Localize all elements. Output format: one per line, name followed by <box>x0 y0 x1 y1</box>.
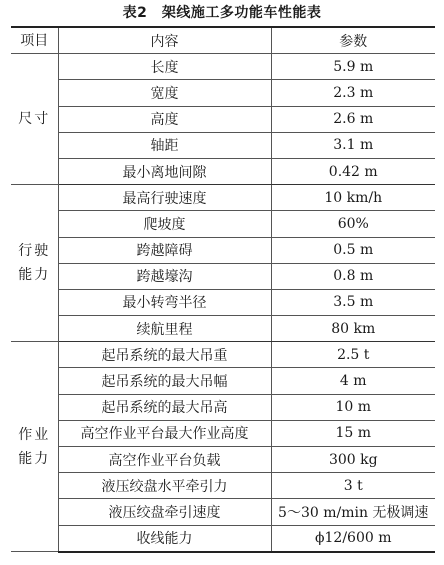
value-cell: 0.42 m <box>271 158 435 184</box>
value-cell: 5.9 m <box>271 54 435 80</box>
item-cell: 高空作业平台最大作业高度 <box>58 420 271 446</box>
table-row <box>11 289 435 315</box>
item-cell: 高空作业平台负载 <box>58 447 271 473</box>
value-cell: 5～30 m/min 无极调速 <box>271 499 435 525</box>
value-cell: 60% <box>271 211 435 237</box>
table-row <box>11 132 435 158</box>
table-row <box>11 342 435 368</box>
item-cell: 高度 <box>58 106 271 132</box>
item-cell: 起吊系统的最大吊重 <box>58 342 271 368</box>
category-label: 作业能力 <box>18 426 51 467</box>
table-row <box>11 368 435 394</box>
table-header-row <box>11 27 435 54</box>
value-cell: 0.8 m <box>271 263 435 289</box>
table-row <box>11 106 435 132</box>
table-row <box>11 473 435 499</box>
table-row <box>11 185 435 211</box>
category-cell-operation <box>11 342 58 552</box>
item-cell: 起吊系统的最大吊高 <box>58 394 271 420</box>
item-cell: 液压绞盘水平牵引力 <box>58 473 271 499</box>
table-row <box>11 420 435 446</box>
table-row <box>11 316 435 342</box>
item-cell: 起吊系统的最大吊幅 <box>58 368 271 394</box>
table-row <box>11 447 435 473</box>
table-row <box>11 525 435 552</box>
value-cell: 2.5 t <box>271 342 435 368</box>
value-cell: 80 km <box>271 316 435 342</box>
value-cell: 10 m <box>271 394 435 420</box>
category-label: 行驶能力 <box>18 243 51 284</box>
value-cell: 15 m <box>271 420 435 446</box>
item-cell: 宽度 <box>58 80 271 106</box>
value-cell: 4 m <box>271 368 435 394</box>
table-row <box>11 237 435 263</box>
category-cell-driving <box>11 185 58 342</box>
table-row <box>11 263 435 289</box>
value-cell: 10 km/h <box>271 185 435 211</box>
value-cell: 2.3 m <box>271 80 435 106</box>
item-cell: 轴距 <box>58 132 271 158</box>
header-item: 内容 <box>58 27 271 54</box>
value-cell: ϕ12/600 m <box>271 525 435 552</box>
item-cell: 最小转弯半径 <box>58 289 271 315</box>
item-cell: 收线能力 <box>58 525 271 552</box>
category-cell-size <box>11 54 58 185</box>
item-cell: 续航里程 <box>58 316 271 342</box>
value-cell: 3.1 m <box>271 132 435 158</box>
value-cell: 3.5 m <box>271 289 435 315</box>
header-value: 参数 <box>271 27 435 54</box>
table-row <box>11 499 435 525</box>
table-row <box>11 80 435 106</box>
performance-table <box>11 26 435 553</box>
table-row <box>11 54 435 80</box>
value-cell: 300 kg <box>271 447 435 473</box>
table-title: 表2 架线施工多功能车性能表 <box>122 5 322 21</box>
item-cell: 长度 <box>58 54 271 80</box>
value-cell: 2.6 m <box>271 106 435 132</box>
item-cell: 最高行驶速度 <box>58 185 271 211</box>
item-cell: 最小离地间隙 <box>58 158 271 184</box>
category-label: 尺寸 <box>18 111 51 128</box>
table-row <box>11 158 435 184</box>
item-cell: 跨越障碍 <box>58 237 271 263</box>
value-cell: 3 t <box>271 473 435 499</box>
item-cell: 液压绞盘牵引速度 <box>58 499 271 525</box>
item-cell: 跨越壕沟 <box>58 263 271 289</box>
table-row <box>11 394 435 420</box>
item-cell: 爬坡度 <box>58 211 271 237</box>
value-cell: 0.5 m <box>271 237 435 263</box>
table-row <box>11 211 435 237</box>
header-category: 项目 <box>11 27 58 54</box>
